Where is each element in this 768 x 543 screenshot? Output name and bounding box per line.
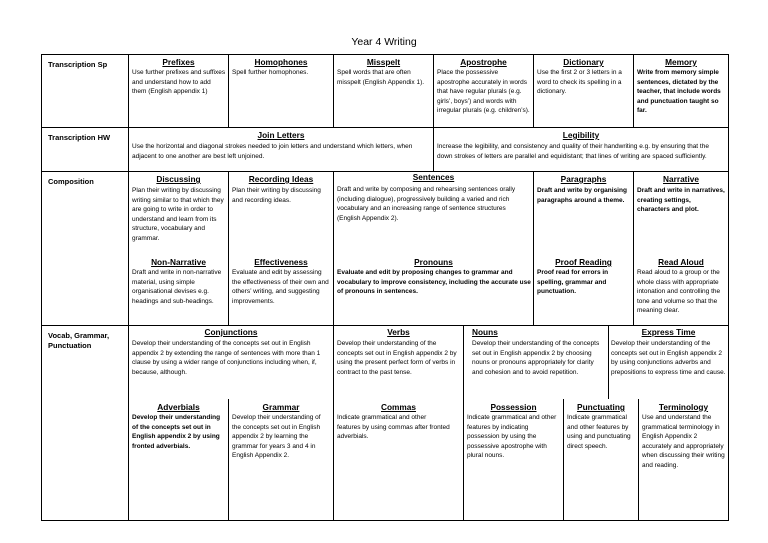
row-label-transcription-sp: Transcription Sp	[48, 60, 108, 69]
terminology-text: Use and understand the grammatical terminology in English Appendix 2 accurately and appropriately when discussing their writing and reading.	[642, 414, 725, 469]
table-border-bottom	[41, 520, 729, 521]
cell-divider	[633, 171, 634, 325]
page-title: Year 4 Writing	[351, 36, 417, 48]
curriculum-table	[41, 54, 729, 521]
proof-reading-text: Proof read for errors in spelling, grammar and punctuation.	[537, 269, 609, 296]
misspelt-text: Spell words that are often misspelt (English Appendix 1).	[337, 69, 425, 86]
grammar-heading: Grammar	[262, 402, 300, 412]
row-divider	[41, 325, 729, 326]
express-time-text: Develop their understanding of the concepts set out in English appendix 2 by using conjunctions adverbs and prepositions to express time and cause.	[611, 340, 726, 376]
read-aloud-heading: Read Aloud	[658, 257, 704, 267]
sentences-heading: Sentences	[412, 172, 455, 182]
paragraphs-heading: Paragraphs	[560, 174, 607, 184]
verbs-heading: Verbs	[387, 327, 410, 337]
memory-heading: Memory	[665, 57, 697, 67]
commas-heading: Commas	[380, 402, 417, 412]
cell-divider	[333, 325, 334, 520]
cell-divider	[533, 171, 534, 325]
non-narrative-text: Draft and write in non-narrative material, using simple organisational devises e.g. headings and sub-headings.	[132, 269, 222, 305]
nouns-text: Develop their understanding of the concepts set out in English appendix 2 by choosing nouns or pronouns appropriately for clarity and cohesion and to avoid repetition.	[472, 340, 600, 376]
table-border-right	[728, 54, 729, 521]
row-label-composition: Composition	[48, 177, 94, 186]
prefixes-text: Use further prefixes and suffixes and understand how to add them (English appendix 1)	[132, 69, 226, 96]
join-letters-heading: Join Letters	[257, 130, 305, 140]
sentences-text: Draft and write by composing and rehearsing sentences orally (including dialogue), progressively building a varied and rich vocabulary and an increasing range of sentence structures (English Appendix 2).	[337, 186, 516, 222]
nouns-heading: Nouns	[472, 327, 498, 337]
cell-divider	[563, 399, 564, 520]
cell-divider	[228, 399, 229, 520]
effectiveness-text: Evaluate and edit by assessing the effectiveness of their own and others’ writing, and suggesting improvements.	[232, 269, 329, 305]
row-divider	[41, 127, 729, 128]
punctuating-text: Indicate grammatical and other features by using and punctuating direct speech.	[567, 414, 631, 450]
read-aloud-text: Read aloud to a group or the whole class with appropriate intonation and controlling the tone and volume so that the meaning clear.	[637, 269, 721, 315]
conjunctions-text: Develop their understanding of the concepts set out in English appendix 2 by extending the range of sentences with more than 1 clause by using a wider range of conjunctions including when, if, because, although.	[132, 340, 321, 376]
verbs-text: Develop their understanding of the concepts set out in English appendix 2 by using the present perfect form of verbs in contract to the past tense.	[337, 340, 457, 376]
label-column-divider	[128, 54, 129, 521]
memory-text: Write from memory simple sentences, dictated by the teacher, that include words and punctuation taught so far.	[637, 69, 721, 115]
misspelt-heading: Misspelt	[366, 57, 401, 67]
row-label-vocab-grammar-punctuation: Vocab, Grammar, Punctuation	[48, 331, 110, 350]
punctuating-heading: Punctuating	[577, 402, 625, 412]
adverbials-text: Develop their understanding of the concepts set out in English appendix 2 by using fronted adverbials.	[132, 414, 221, 450]
legibility-heading: Legibility	[562, 130, 600, 140]
paragraphs-text: Draft and write by organising paragraphs around a theme.	[537, 187, 627, 204]
narrative-heading: Narrative	[663, 174, 699, 184]
row-label-transcription-hw: Transcription HW	[48, 133, 111, 142]
cell-divider	[228, 171, 229, 325]
pronouns-text: Evaluate and edit by proposing changes to grammar and vocabulary to improve consistency, including the accurate use of pronouns in sentences.	[337, 269, 531, 296]
possession-heading: Possession	[490, 402, 537, 412]
pronouns-heading: Pronouns	[414, 257, 453, 267]
apostrophe-text: Place the possessive apostrophe accurately in words that have regular plurals (e.g. girls’, boys’) and words with irregular plurals (e.g. children’s).	[437, 69, 530, 115]
possession-text: Indicate grammatical and other features by indicating possession by using the possessive apostrophe with plural nouns.	[467, 414, 557, 460]
cell-divider	[463, 325, 464, 520]
conjunctions-heading: Conjunctions	[204, 327, 258, 337]
discussing-heading: Discussing	[156, 174, 201, 184]
narrative-text: Draft and write in narratives, creating settings, characters and plot.	[637, 187, 725, 214]
adverbials-heading: Adverbials	[157, 402, 200, 412]
table-border-top	[41, 54, 729, 55]
table-border-left	[41, 54, 42, 521]
cell-divider	[638, 399, 639, 520]
legibility-text: Increase the legibility, and consistency and quality of their handwriting e.g. by ensuring that the down strokes of letters are parallel and equidistant; that lines of writing are spaced sufficiently.	[437, 143, 709, 160]
effectiveness-heading: Effectiveness	[254, 257, 308, 267]
cell-divider	[333, 171, 334, 325]
join-letters-text: Use the horizontal and diagonal strokes needed to join letters and understand which letters, when adjacent to one another are best left unjoined.	[132, 143, 413, 160]
grammar-text: Develop their understanding of the concepts set out in English appendix 2 by learning the grammar for years 3 and 4 in English Appendix 2.	[232, 414, 321, 460]
homophones-heading: Homophones	[254, 57, 308, 67]
discussing-text: Plan their writing by discussing writing similar to that which they are going to write in order to understand and learn from its structure, vocabulary and grammar.	[132, 187, 224, 242]
terminology-heading: Terminology	[658, 402, 709, 412]
dictionary-heading: Dictionary	[563, 57, 604, 67]
dictionary-text: Use the first 2 or 3 letters in a word to check its spelling in a dictionary.	[537, 69, 622, 96]
prefixes-heading: Prefixes	[162, 57, 195, 67]
proof-reading-heading: Proof Reading	[555, 257, 612, 267]
recording-ideas-text: Plan their writing by discussing and recording ideas.	[232, 187, 321, 204]
apostrophe-heading: Apostrophe	[460, 57, 507, 67]
express-time-heading: Express Time	[641, 327, 696, 337]
homophones-text: Spell further homophones.	[232, 69, 309, 76]
recording-ideas-heading: Recording Ideas	[248, 174, 314, 184]
non-narrative-heading: Non-Narrative	[151, 257, 206, 267]
commas-text: Indicate grammatical and other features by using commas after fronted adverbials.	[337, 414, 450, 441]
